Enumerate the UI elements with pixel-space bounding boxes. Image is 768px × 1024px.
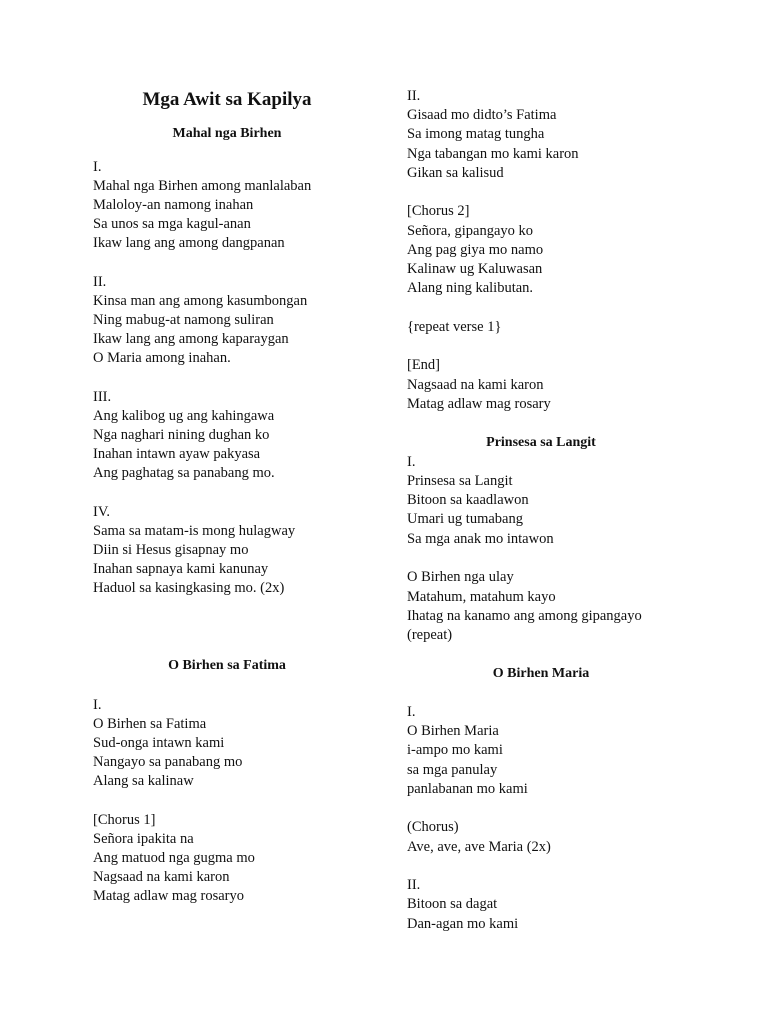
song-line: I. — [407, 704, 416, 720]
song-line: Sa unos sa mga kagul-anan — [93, 216, 251, 232]
song-line: Señora, gipangayo ko — [407, 223, 534, 239]
song-line: Sud-onga intawn kami — [93, 735, 225, 751]
song-line: Ikaw lang ang among dangpanan — [93, 235, 285, 251]
song-line: Sa imong matag tungha — [407, 126, 545, 142]
song-line: Matahum, matahum kayo — [407, 589, 556, 605]
song-title-o-birhen-maria: O Birhen Maria — [492, 666, 590, 681]
song-line: III. — [93, 389, 112, 405]
song-line: Umari ug tumabang — [407, 511, 523, 527]
song-line: Ning mabug-at namong suliran — [93, 312, 274, 328]
song-line: Nga tabangan mo kami karon — [407, 146, 579, 162]
song-line: Bitoon sa kaadlawon — [407, 492, 529, 508]
song-line: (Chorus) — [407, 819, 459, 835]
song-line: I. — [407, 454, 416, 470]
song-line: Nangayo sa panabang mo — [93, 754, 243, 770]
song-line: (repeat) — [407, 627, 453, 643]
song-line: [Chorus 1] — [93, 812, 156, 828]
song-line: O Birhen nga ulay — [407, 569, 514, 585]
song-line: O Maria among inahan. — [93, 350, 231, 366]
song-line: Ang paghatag sa panabang mo. — [93, 465, 275, 481]
song-line: Ang pag giya mo namo — [407, 242, 544, 258]
song-line: O Birhen sa Fatima — [93, 716, 207, 732]
song-line: I. — [93, 697, 102, 713]
song-line: O Birhen Maria — [407, 723, 499, 739]
song-line: Ang kalibog ug ang kahingawa — [93, 408, 275, 424]
song-line: Gikan sa kalisud — [407, 165, 504, 181]
song-line: Inahan sapnaya kami kanunay — [93, 561, 269, 577]
song-line: Nagsaad na kami karon — [93, 869, 230, 885]
song-line: II. — [407, 88, 421, 104]
song-line: {repeat verse 1} — [407, 319, 502, 335]
song-title-o-birhen-sa-fatima: O Birhen sa Fatima — [168, 658, 286, 673]
song-line: Haduol sa kasingkasing mo. (2x) — [93, 580, 285, 596]
song-line: i-ampo mo kami — [407, 742, 503, 758]
song-line: II. — [93, 274, 107, 290]
song-line: [Chorus 2] — [407, 203, 470, 219]
song-line: Gisaad mo didto’s Fatima — [407, 107, 557, 123]
song-line: Matag adlaw mag rosary — [407, 396, 551, 412]
song-line: Sa mga anak mo intawon — [407, 531, 554, 547]
song-line: Nga naghari nining dughan ko — [93, 427, 270, 443]
document-title: Mga Awit sa Kapilya — [142, 89, 312, 110]
song-line: Kalinaw ug Kaluwasan — [407, 261, 543, 277]
song-line: panlabanan mo kami — [407, 781, 528, 797]
song-line: Sama sa matam-is mong hulagway — [93, 523, 296, 539]
song-line: Ihatag na kanamo ang among gipangayo — [407, 608, 642, 624]
song-line: IV. — [93, 504, 111, 520]
song-title-prinsesa-sa-langit: Prinsesa sa Langit — [486, 435, 596, 450]
song-line: Mahal nga Birhen among manlalaban — [93, 178, 312, 194]
song-line: Ave, ave, ave Maria (2x) — [407, 839, 551, 855]
song-line: Kinsa man ang among kasumbongan — [93, 293, 308, 309]
song-line: Alang ning kalibutan. — [407, 280, 534, 296]
song-title-mahal-nga-birhen: Mahal nga Birhen — [172, 126, 282, 141]
song-line: Maloloy-an namong inahan — [93, 197, 254, 213]
song-line: Inahan intawn ayaw pakyasa — [93, 446, 261, 462]
song-line: Señora ipakita na — [93, 831, 194, 847]
song-line: Ikaw lang ang among kaparaygan — [93, 331, 289, 347]
song-line: Matag adlaw mag rosaryo — [93, 888, 244, 904]
song-line: Dan-agan mo kami — [407, 916, 519, 932]
song-line: sa mga panulay — [407, 762, 498, 778]
song-line: Prinsesa sa Langit — [407, 473, 513, 489]
song-line: Bitoon sa dagat — [407, 896, 498, 912]
song-line: Nagsaad na kami karon — [407, 377, 544, 393]
song-line: II. — [407, 877, 421, 893]
song-line: Diin si Hesus gisapnay mo — [93, 542, 249, 558]
song-line: I. — [93, 159, 102, 175]
song-line: Ang matuod nga gugma mo — [93, 850, 255, 866]
song-line: Alang sa kalinaw — [93, 773, 194, 789]
song-line: [End] — [407, 357, 441, 373]
